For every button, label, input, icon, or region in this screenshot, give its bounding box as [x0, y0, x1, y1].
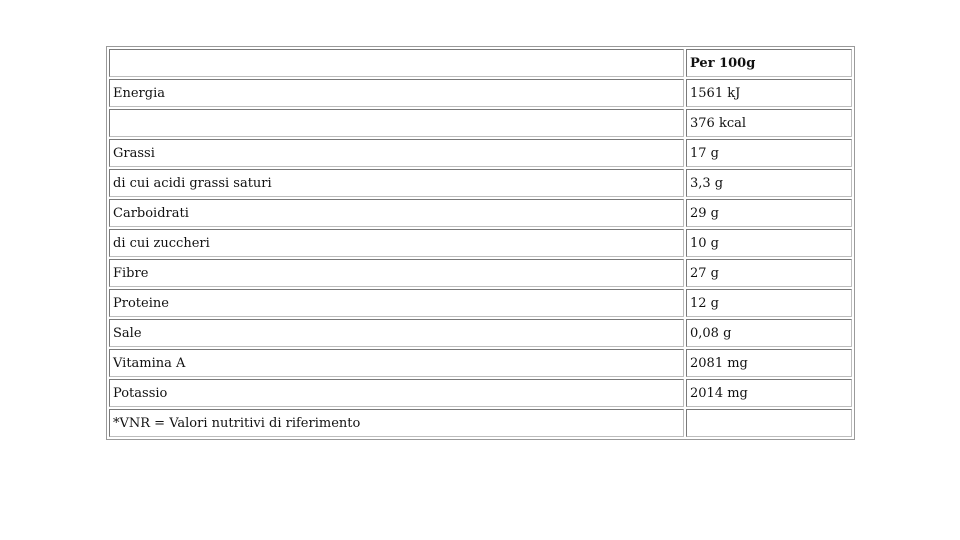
nutrient-value: 17 g: [686, 139, 852, 167]
table-row: [109, 199, 852, 227]
header-label-cell: [109, 49, 684, 77]
nutrient-value: 376 kcal: [686, 109, 852, 137]
nutrient-label: di cui zuccheri: [109, 229, 684, 257]
nutrient-label: [109, 109, 684, 137]
table-row: [109, 169, 852, 197]
nutrient-label: Fibre: [109, 259, 684, 287]
table-row: [109, 109, 852, 137]
table-row: [109, 289, 852, 317]
nutrient-label: Grassi: [109, 139, 684, 167]
nutrient-value: 1561 kJ: [686, 79, 852, 107]
nutrient-label: Sale: [109, 319, 684, 347]
nutrient-value: 12 g: [686, 289, 852, 317]
table-row: [109, 319, 852, 347]
table-footnote-row: [109, 409, 852, 437]
nutrient-label: di cui acidi grassi saturi: [109, 169, 684, 197]
table-row: [109, 229, 852, 257]
nutrition-table: [106, 46, 855, 440]
nutrient-value: 3,3 g: [686, 169, 852, 197]
table-row: [109, 79, 852, 107]
table-row: [109, 379, 852, 407]
nutrient-label: Vitamina A: [109, 349, 684, 377]
nutrient-value: 10 g: [686, 229, 852, 257]
nutrient-value: 29 g: [686, 199, 852, 227]
nutrient-value: 2014 mg: [686, 379, 852, 407]
nutrient-value: 27 g: [686, 259, 852, 287]
nutrient-value: 2081 mg: [686, 349, 852, 377]
nutrient-value: 0,08 g: [686, 319, 852, 347]
table-row: [109, 259, 852, 287]
nutrient-label: Energia: [109, 79, 684, 107]
footnote-label: *VNR = Valori nutritivi di riferimento: [109, 409, 684, 437]
header-value-cell: Per 100g: [686, 49, 852, 77]
nutrient-label: Carboidrati: [109, 199, 684, 227]
table-header-row: [109, 49, 852, 77]
nutrient-label: Potassio: [109, 379, 684, 407]
footnote-value: [686, 409, 852, 437]
table-row: [109, 139, 852, 167]
nutrient-label: Proteine: [109, 289, 684, 317]
table-row: [109, 349, 852, 377]
